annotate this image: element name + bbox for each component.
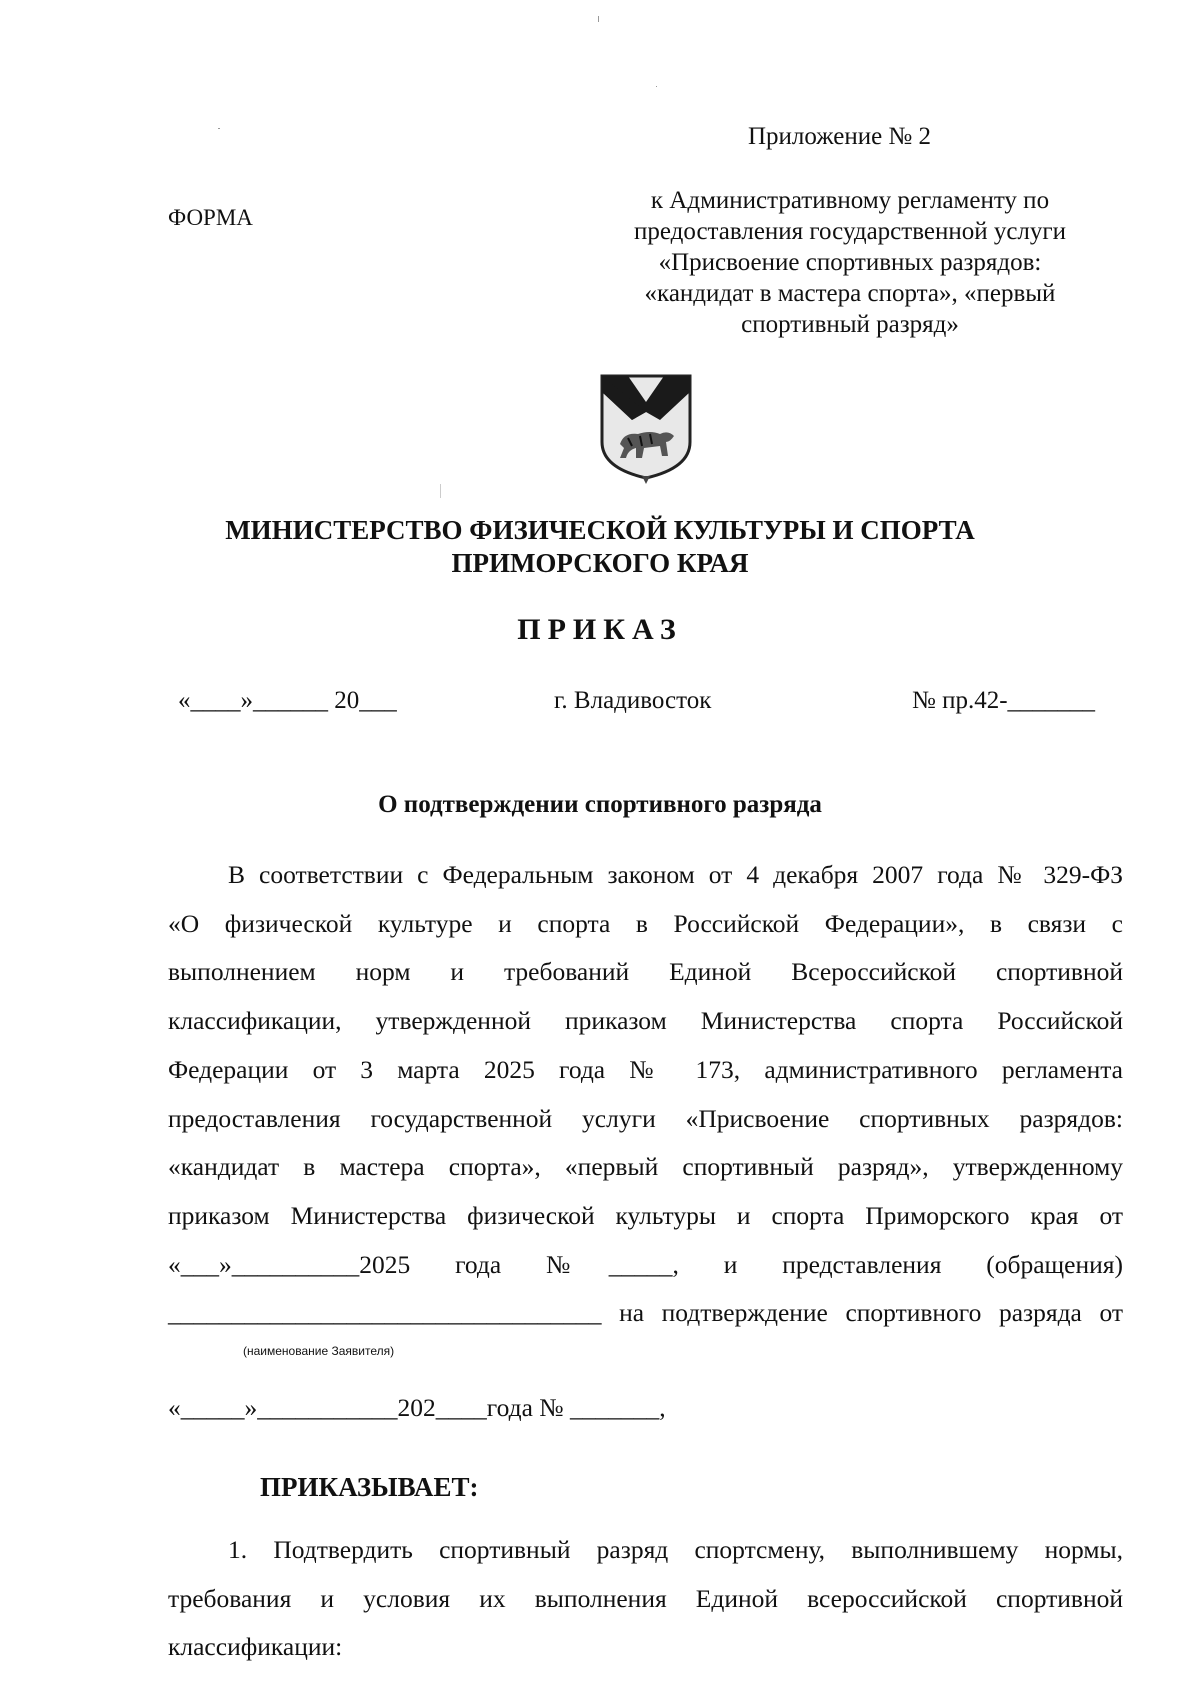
scan-speck <box>656 86 657 87</box>
document-type-title: ПРИКАЗ <box>517 613 683 646</box>
body-line: «кандидат в мастера спорта», «первый спортивный разряд», утвержденному <box>168 1152 1123 1181</box>
primorsky-coat-of-arms-icon <box>598 372 694 484</box>
body-line: выполнением норм и требований Единой Всероссийской спортивной <box>168 957 1123 986</box>
ministry-name-line2: ПРИМОРСКОГО КРАЯ <box>451 548 749 578</box>
item-line: классификации: <box>168 1632 343 1661</box>
annex-line: спортивный разряд» <box>741 311 959 338</box>
annex-line: «Присвоение спортивных разрядов: <box>658 249 1042 276</box>
scan-speck <box>440 484 441 498</box>
body-line: предоставления государственной услуги «Присвоение спортивных разрядов: <box>168 1104 1123 1133</box>
annex-line: к Административному регламенту по <box>650 187 1050 214</box>
item-line: требования и условия их выполнения Единой всероссийской спортивной <box>168 1584 1123 1613</box>
request-date-line: «_____»___________202____года № _______, <box>168 1393 666 1422</box>
body-line: приказом Министерства физической культуры и спорта Приморского края от <box>168 1201 1123 1230</box>
order-date-placeholder: «____»______ 20___ <box>178 687 397 714</box>
applicant-caption: (наименование Заявителя) <box>243 1344 395 1358</box>
order-number-placeholder: № пр.42-_______ <box>912 687 1096 714</box>
annex-number: Приложение № 2 <box>748 123 932 150</box>
form-label: ФОРМА <box>168 205 253 230</box>
body-line: «___»__________2025 года №_____, и представления (обращения) <box>168 1250 1123 1279</box>
orders-heading: ПРИКАЗЫВАЕТ: <box>260 1472 479 1502</box>
annex-reference <box>560 185 1140 340</box>
annex-line: «кандидат в мастера спорта», «первый <box>644 280 1056 307</box>
annex-line: предоставления государственной услуги <box>633 218 1067 245</box>
scan-speck <box>598 16 599 22</box>
body-line: Федерации от 3 марта 2025 года № 173, административного регламента <box>168 1055 1123 1084</box>
scan-speck <box>218 128 220 129</box>
body-line: __________________________________ на подтверждение спортивного разряда от <box>168 1298 1123 1327</box>
order-subject: О подтверждении спортивного разряда <box>378 791 822 818</box>
body-line: классификации, утвержденной приказом Министерства спорта Российской <box>168 1006 1123 1035</box>
item-line: 1. Подтвердить спортивный разряд спортсмену, выполнившему нормы, <box>228 1535 1123 1564</box>
ministry-name-line1: МИНИСТЕРСТВО ФИЗИЧЕСКОЙ КУЛЬТУРЫ И СПОРТА <box>225 515 975 545</box>
body-line: «О физической культуре и спорта в Российской Федерации», в связи с <box>168 909 1123 938</box>
body-line: В соответствии с Федеральным законом от 4 декабря 2007 года № 329-ФЗ <box>228 860 1123 889</box>
order-city: г. Владивосток <box>554 687 712 714</box>
